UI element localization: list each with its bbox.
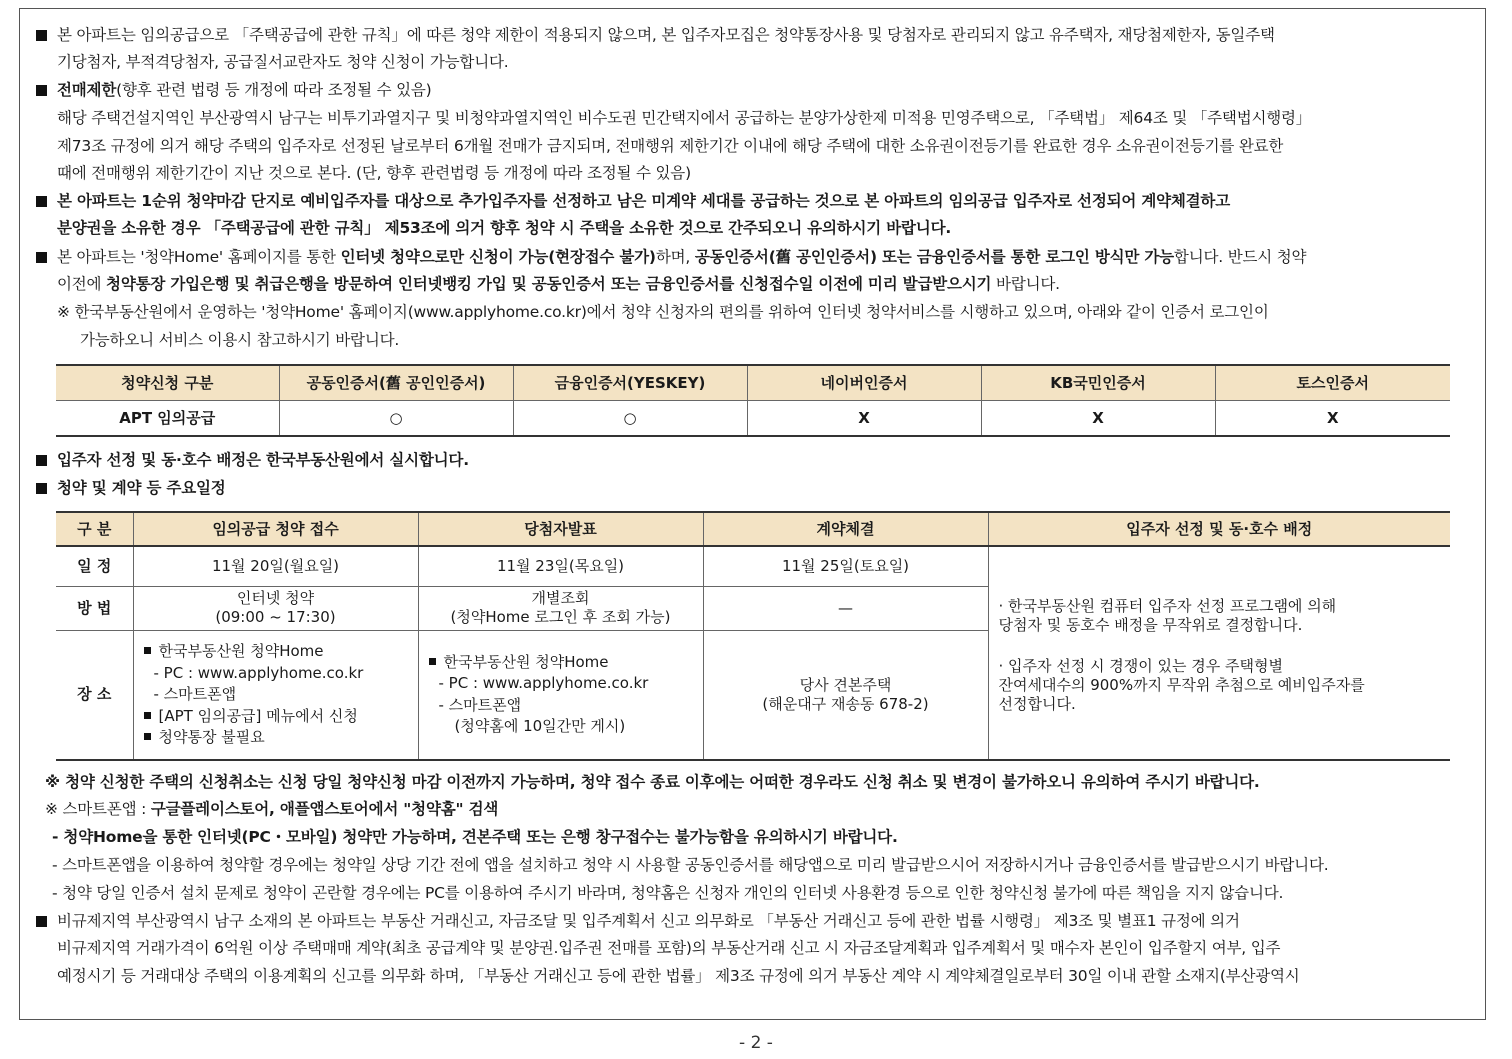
- cert-header-joint: 공동인증서(舊 공인인증서): [279, 365, 513, 401]
- note-responsibility: - 청약 당일 인증서 설치 문제로 청약이 곤란할 경우에는 PC를 이용하여 주시기 바라며, 청약홈은 신청자 개인의 인터넷 사용환경 등으로 인한 청약신청 불가에 따른 책임을 지지 않습니다.: [52, 884, 1284, 902]
- square-bullet-icon: [36, 30, 47, 41]
- para1-line2: 기당첨자, 부적격당첨자, 공급질서교란자도 청약 신청이 가능합니다.: [57, 53, 509, 71]
- place-application: [133, 630, 418, 760]
- para5: 입주자 선정 및 동·호수 배정은 한국부동산원에서 실시합니다.: [36, 449, 469, 471]
- list-item: 한국부동산원 청약Home: [429, 652, 703, 674]
- square-bullet-icon: [144, 733, 151, 740]
- cert-cell-toss: X: [1215, 401, 1450, 437]
- para2-title: 전매제한(향후 관련 법령 등 개정에 따라 조정될 수 있음): [36, 79, 432, 101]
- date-contract: 11월 25일(토요일): [703, 546, 988, 586]
- schedule-header: [56, 512, 1450, 546]
- note-cancel: ※ 청약 신청한 주택의 신청취소는 신청 당일 청약신청 마감 이전까지 가능하며, 청약 접수 종료 이후에는 어떠한 경우라도 신청 취소 및 변경이 불가하오니 유의하여 주시기 바랍니다.: [45, 773, 1260, 791]
- cert-cell-joint: ○: [279, 401, 513, 437]
- row-label-place: 장 소: [56, 630, 133, 760]
- para3-line2: 분양권을 소유한 경우 「주택공급에 관한 규칙」 제53조에 의거 향후 청약 시 주택을 소유한 것으로 간주되오니 유의하시기 바랍니다.: [57, 219, 952, 237]
- cert-header-naver: 네이버인증서: [747, 365, 981, 401]
- certificate-table-row: [56, 401, 1450, 437]
- para4-note2: 가능하오니 서비스 이용시 참고하시기 바랍니다.: [80, 331, 400, 349]
- square-bullet-icon: [429, 658, 436, 665]
- para7-line2: 비규제지역 거래가격이 6억원 이상 주택매매 계약(최초 공급계약 및 분양권.입주권 전매를 포함)의 부동산거래 신고 시 자금조달계획과 입주계획서 및 매수자 본인이 입주할지 여부, 입주: [57, 939, 1281, 957]
- para6: 청약 및 계약 등 주요일정: [36, 477, 226, 499]
- date-announcement: 11월 23일(목요일): [418, 546, 703, 586]
- cert-row-label: APT 임의공급: [119, 408, 216, 427]
- para4-line1: 본 아파트는 '청약Home' 홈페이지를 통한 인터넷 청약으로만 신청이 가능(현장접수 불가)하며, 공동인증서(舊 공인인증서) 또는 금융인증서를 통한 로그인 방식만 가능합니다. 반드시 청약: [36, 246, 1306, 268]
- para3-line1: 본 아파트는 1순위 청약마감 단지로 예비입주자를 대상으로 추가입주자를 선정하고 남은 미계약 세대를 공급하는 것으로 본 아파트의 임의공급 입주자로 선정되어 계약체결하고: [36, 190, 1230, 212]
- para7-line1: 비규제지역 부산광역시 남구 소재의 본 아파트는 부동산 거래신고, 자금조달 및 입주계획서 신고 의무화로 「부동산 거래신고 등에 관한 법률 시행령」 제3조 및 별표1 규정에 의거: [36, 910, 1240, 932]
- para2-line2: 제73조 규정에 의거 해당 주택의 입주자로 선정된 날로부터 6개월 전매가 금지되며, 전매행위 제한기간 이내에 해당 주택에 대한 소유권이전등기를 완료한 경우 소유권이전등기를 완료한: [57, 137, 1284, 155]
- note-app: ※ 스마트폰앱 : 구글플레이스토어, 애플앱스토어에서 "청약홈" 검색: [45, 800, 499, 818]
- square-bullet-icon: [36, 252, 47, 263]
- schedule-header-category: 구 분: [56, 512, 133, 546]
- square-bullet-icon: [36, 196, 47, 207]
- list-item: (청약홈에 10일간만 게시): [454, 717, 626, 736]
- para2-line1: 해당 주택건설지역인 부산광역시 남구는 비투기과열지구 및 비청약과열지역인 비수도권 민간택지에서 공급하는 분양가상한제 미적용 민영주택으로, 「주택법」 제64조 및 「주택법시행령」: [57, 109, 1312, 127]
- schedule-header-selection: 입주자 선정 및 동·호수 배정: [988, 512, 1450, 546]
- cert-cell-financial: ○: [513, 401, 747, 437]
- schedule-header-announcement: 당첨자발표: [418, 512, 703, 546]
- para4-note1: ※ 한국부동산원에서 운영하는 '청약Home' 홈페이지(www.applyhome.co.kr)에서 청약 신청자의 편의를 위하여 인터넷 청약서비스를 시행하고 있으며, 아래와 같이 인증서 로그인이: [57, 303, 1269, 321]
- square-bullet-icon: [144, 647, 151, 654]
- schedule-header-application: 임의공급 청약 접수: [133, 512, 418, 546]
- list-item: 한국부동산원 청약Home: [144, 641, 418, 663]
- certificate-table: [56, 364, 1450, 437]
- para2-line3: 때에 전매행위 제한기간이 지난 것으로 본다. (단, 향후 관련법령 등 개정에 따라 조정될 수 있음): [57, 164, 691, 182]
- square-bullet-icon: [144, 712, 151, 719]
- selection-description: · 한국부동산원 컴퓨터 입주자 선정 프로그램에 의해 당첨자 및 동호수 배정을 무작위로 결정합니다. · 입주자 선정 시 경쟁이 있는 경우 주택형별 잔여세대수의 900%까지 무작위 추첨으로 예비입주자를 선정합니다.: [988, 546, 1450, 760]
- cert-cell-kb: X: [981, 401, 1215, 437]
- list-item: - 스마트폰앱: [438, 695, 522, 714]
- cert-header-toss: 토스인증서: [1215, 365, 1450, 401]
- place-contract: 당사 견본주택 (해운대구 재송동 678-2): [703, 630, 988, 760]
- square-bullet-icon: [36, 483, 47, 494]
- row-label-date: 일 정: [56, 546, 133, 586]
- list-item: - 스마트폰앱: [153, 685, 237, 703]
- square-bullet-icon: [36, 455, 47, 466]
- date-application: 11월 20일(월요일): [133, 546, 418, 586]
- schedule-row-date: [56, 546, 1450, 586]
- cert-header-kb: KB국민인증서: [981, 365, 1215, 401]
- method-contract: —: [703, 586, 988, 630]
- list-item: - PC : www.applyhome.co.kr: [438, 674, 649, 693]
- certificate-table-header: [56, 365, 1450, 401]
- square-bullet-icon: [36, 85, 47, 96]
- note-internet-only: - 청약Home을 통한 인터넷(PC・모바일) 청약만 가능하며, 견본주택 또는 은행 창구접수는 불가능함을 유의하시기 바랍니다.: [52, 828, 898, 846]
- list-item: [APT 임의공급] 메뉴에서 신청: [144, 706, 418, 728]
- schedule-header-contract: 계약체결: [703, 512, 988, 546]
- row-label-method: 방 법: [56, 586, 133, 630]
- cert-header-financial: 금융인증서(YESKEY): [513, 365, 747, 401]
- method-application: 인터넷 청약 (09:00 ~ 17:30): [133, 586, 418, 630]
- cert-cell-naver: X: [747, 401, 981, 437]
- list-item: 청약통장 불필요: [144, 727, 418, 749]
- para4-line2: 이전에 청약통장 가입은행 및 취급은행을 방문하여 인터넷뱅킹 가입 및 공동인증서 또는 금융인증서를 신청접수일 이전에 미리 발급받으시기 바랍니다.: [57, 275, 1060, 293]
- square-bullet-icon: [36, 916, 47, 927]
- note-smartphone: - 스마트폰앱을 이용하여 청약할 경우에는 청약일 상당 기간 전에 앱을 설치하고 청약 시 사용할 공동인증서를 해당앱으로 미리 발급받으시어 저장하시거나 금융인증서를 발급받으시기 바랍니다.: [52, 856, 1329, 874]
- schedule-table: [56, 511, 1450, 761]
- page-number: - 2 -: [739, 1033, 773, 1053]
- para7-line3: 예정시기 등 거래대상 주택의 이용계획의 신고를 의무화 하며, 「부동산 거래신고 등에 관한 법률」 제3조 규정에 의거 부동산 계약 시 계약체결일로부터 30일 이내 관할 소재지(부산광역시: [57, 967, 1300, 985]
- para1-line1: 본 아파트는 임의공급으로 「주택공급에 관한 규칙」에 따른 청약 제한이 적용되지 않으며, 본 입주자모집은 청약통장사용 및 당첨자로 관리되지 않고 유주택자, 재당첨제한자, 동일주택: [36, 24, 1275, 46]
- cert-header-type: 청약신청 구분: [56, 365, 279, 401]
- place-announcement: [418, 630, 703, 760]
- list-item: - PC : www.applyhome.co.kr: [153, 663, 364, 682]
- method-announcement: 개별조회 (청약Home 로그인 후 조회 가능): [418, 586, 703, 630]
